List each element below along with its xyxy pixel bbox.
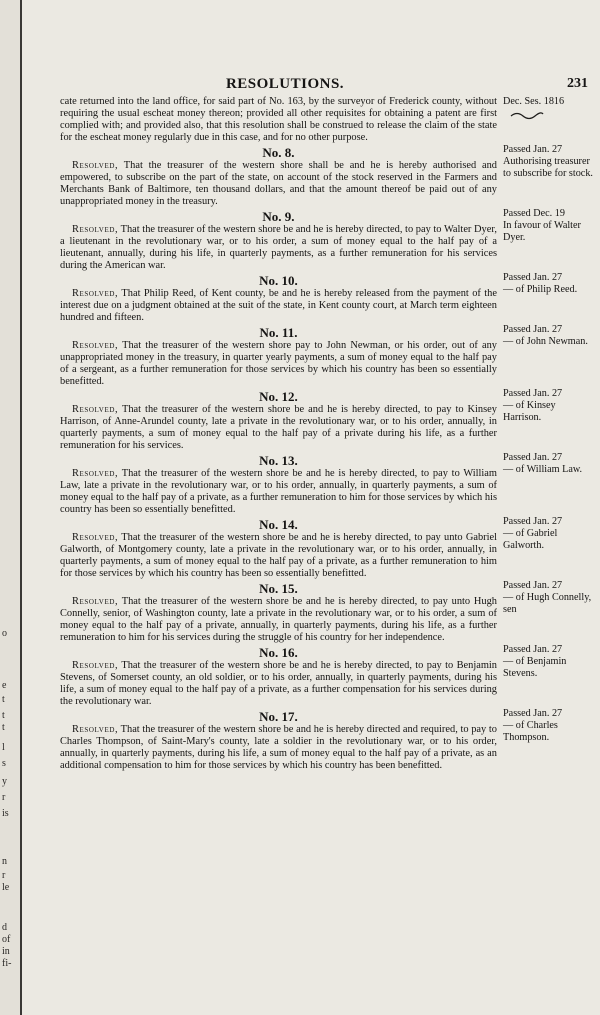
resolved-keyword: Resolved, [72, 468, 119, 479]
note-subject: — of Hugh Connelly, sen [503, 592, 592, 616]
continuation-text: cate returned into the land office, for said part of No. 163, by the surveyor of Frederick county, without requiring the usual escheat money thereon; provided all other requisites for obtaining a patent are first complied with; and provided also, that this resolution shall be construed to release the claim of the state for the escheat money regularly due in this case, and for no other purpose. [60, 96, 497, 143]
passed-date: Passed Dec. 19 [503, 208, 565, 219]
margin-fragment-letter: t [2, 710, 5, 721]
resolution-main [60, 516, 497, 580]
flourish-mark [509, 110, 545, 120]
margin-fragment-letter: t [2, 694, 5, 705]
resolution-text: That Philip Reed, of Kent county, be and he is hereby released from the payment of the interest due on a judgment obtained at the suit of the state, in Kent county court, at March term eighteen hundred and fifteen. [60, 288, 497, 323]
resolution-number: No. 11. [259, 325, 298, 340]
resolved-keyword: Resolved, [72, 724, 119, 735]
resolution-number: No. 16. [259, 645, 298, 660]
margin-fragment-letter: r [2, 792, 6, 803]
resolution-body [60, 404, 497, 452]
resolved-keyword: Resolved, [72, 224, 119, 235]
resolution-main [60, 708, 497, 772]
passed-date: Passed Jan. 27 [503, 324, 563, 335]
resolution-block [60, 208, 593, 272]
margin-fragment-letter: s [2, 758, 6, 769]
margin-note [503, 644, 593, 708]
margin-note [503, 452, 593, 516]
passed-date: Passed Jan. 27 [503, 388, 563, 399]
resolved-keyword: Resolved, [72, 404, 119, 415]
margin-note [503, 272, 593, 324]
resolution-body [60, 288, 497, 324]
resolution-number: No. 15. [259, 581, 298, 596]
resolution-body [60, 532, 497, 580]
passed-date: Passed Jan. 27 [503, 644, 563, 655]
resolution-block [60, 272, 593, 324]
resolution-number: No. 10. [259, 273, 298, 288]
resolution-body [60, 340, 497, 388]
resolved-keyword: Resolved, [72, 660, 119, 671]
resolution-main [60, 208, 497, 272]
resolution-text: That the treasurer of the western shore be and he is hereby directed and required, to pay to Charles Thompson, of Saint-Mary's county, late a soldier in the revolutionary war, or to his order, annually, in quarterly payments, during his life, a sum of money equal to the half pay of a private, as an additional compensation to him for those services by which his country has been benefitted. [60, 724, 497, 771]
margin-note [503, 388, 593, 452]
resolution-number: No. 9. [262, 209, 295, 224]
resolution-block [60, 452, 593, 516]
resolution-block [60, 580, 593, 644]
resolution-number: No. 8. [262, 145, 295, 160]
resolution-body [60, 596, 497, 644]
resolved-keyword: Resolved, [72, 288, 119, 299]
resolution-main [60, 644, 497, 708]
margin-fragment-letter: fi- [2, 958, 12, 969]
page-title: RESOLUTIONS. [225, 76, 345, 92]
resolution-number: No. 13. [259, 453, 298, 468]
resolution-text: That the treasurer of the western shore be and he is hereby directed, to pay to Benjamin Stevens, of Somerset county, an old soldier, or to his order, annually, in quarterly payments, during his life, a sum of money equal to the half pay of a private, as a further compensation for his services during the revolutionary war. [60, 660, 497, 707]
note-subject: — of Philip Reed. [503, 284, 578, 296]
margin-fragment-letter: is [2, 808, 9, 819]
resolution-text: That the treasurer of the western shore be and he is hereby directed, to pay to Walter Dyer, a lieutenant in the revolutionary war, or to his order, a sum of money equal to the half pay of a lieutenant, annually, during his life, in quarterly payments, as a further remuneration for his services during the American war. [60, 224, 497, 271]
resolution-main [60, 144, 497, 208]
note-subject: — of Kinsey Harrison. [503, 400, 556, 424]
note-subject: — of Benjamin Stevens. [503, 656, 567, 680]
note-subject: Authorising treasurer to subscribe for stock. [503, 156, 593, 180]
passed-date: Passed Jan. 27 [503, 708, 563, 719]
margin-note [503, 324, 593, 388]
binding-rule [20, 0, 22, 1015]
resolution-number: No. 14. [259, 517, 298, 532]
margin-fragment-letter: r [2, 870, 6, 881]
resolved-keyword: Resolved, [72, 340, 119, 351]
passed-date: Passed Jan. 27 [503, 516, 563, 527]
continuation-note [503, 96, 593, 144]
resolution-block [60, 324, 593, 388]
resolution-block [60, 516, 593, 580]
resolution-text: That the treasurer of the western shore be and he is hereby directed, to pay unto Gabriel Galworth, of Montgomery county, late a private in the revolutionary war, or to his order, annually, in quarterly payments, a sum of money equal to the half pay of a private, as a further remuneration to him for those services by which his country has been so essentially benefitted. [60, 532, 497, 579]
resolution-body [60, 724, 497, 772]
resolution-block [60, 708, 593, 772]
margin-fragment-letter: in [2, 946, 10, 957]
resolution-number: No. 12. [259, 389, 298, 404]
resolution-block [60, 144, 593, 208]
passed-date: Passed Jan. 27 [503, 580, 563, 591]
resolution-list [60, 144, 593, 772]
margin-fragment-letter: d [2, 922, 7, 933]
margin-fragment-letter: o [2, 628, 7, 639]
note-subject: In favour of Walter Dyer. [503, 220, 581, 244]
passed-date: Passed Jan. 27 [503, 452, 563, 463]
continuation-block [60, 96, 593, 144]
resolution-body [60, 160, 497, 208]
running-head [60, 74, 593, 96]
margin-fragment-letter: n [2, 856, 7, 867]
page-number: 231 [567, 76, 588, 91]
note-subject: — of Charles Thompson. [503, 720, 558, 744]
resolution-main [60, 324, 497, 388]
margin-fragment-letter: l [2, 742, 5, 753]
page-body [60, 74, 593, 772]
passed-date: Passed Jan. 27 [503, 272, 563, 283]
margin-fragment-letter: t [2, 722, 5, 733]
resolution-main [60, 272, 497, 324]
resolution-text: That the treasurer of the western shore be and he is hereby directed, to pay to William Law, late a private in the revolutionary war, or to his order, annually, in quarterly payments, a sum of money equal to the half pay of a private, as a further remuneration to him for those services by which his country has been so essentially benefitted. [60, 468, 497, 515]
resolution-text: That the treasurer of the western shore be and he is hereby directed, to pay unto Hugh Connelly, senior, of Washington county, late a private in the revolutionary war, or to his order, a sum of money equal to the half pay of a private, annually, in quarterly payments, during his life, as a further remuneration to him for his services during the struggle of his country for her independence. [60, 596, 497, 643]
resolution-text: That the treasurer of the western shore be and he is hereby directed, to pay to Kinsey Harrison, of Anne-Arundel county, late a private in the revolutionary war, or to his order, annually, in quarterly payments, a sum of money equal to the half pay of a private during his life, as a further remuneration for his services. [60, 404, 497, 451]
passed-date: Passed Jan. 27 [503, 144, 563, 155]
margin-note [503, 708, 593, 772]
resolution-body [60, 468, 497, 516]
margin-note [503, 144, 593, 208]
resolution-main [60, 580, 497, 644]
margin-note [503, 580, 593, 644]
margin-note [503, 208, 593, 272]
resolution-main [60, 452, 497, 516]
resolution-number: No. 17. [259, 709, 298, 724]
margin-fragment-letter: le [2, 882, 10, 893]
resolved-keyword: Resolved, [72, 160, 119, 171]
resolution-body [60, 224, 497, 272]
margin-fragment-letter: e [2, 680, 7, 691]
resolution-block [60, 644, 593, 708]
note-subject: — of Gabriel Galworth. [503, 528, 558, 552]
session-note: Dec. Ses. 1816 [503, 96, 565, 107]
margin-fragment-letter: of [2, 934, 11, 945]
resolution-text: That the treasurer of the western shore pay to John Newman, or his order, out of any unappropriated money in the treasury, in quarter yearly payments, a sum of money equal to the half pay of a sergeant, as a further remuneration for those services by which his country has been so essentially benefitted. [60, 340, 497, 387]
note-subject: — of John Newman. [503, 336, 588, 348]
resolution-block [60, 388, 593, 452]
resolved-keyword: Resolved, [72, 596, 119, 607]
margin-fragment-letter: y [2, 776, 7, 787]
resolution-text: That the treasurer of the western shore shall be and he is hereby authorised and empowered, to subscribe on the part of the state, on account of the stock reserved in the Farmers and Merchants Bank of Baltimore, ten thousand dollars, and that the amount thereof be paid out of any unappropriated money in the treasury. [60, 160, 497, 207]
resolved-keyword: Resolved, [72, 532, 119, 543]
note-subject: — of William Law. [503, 464, 583, 476]
margin-note [503, 516, 593, 580]
resolution-main [60, 388, 497, 452]
resolution-body [60, 660, 497, 708]
